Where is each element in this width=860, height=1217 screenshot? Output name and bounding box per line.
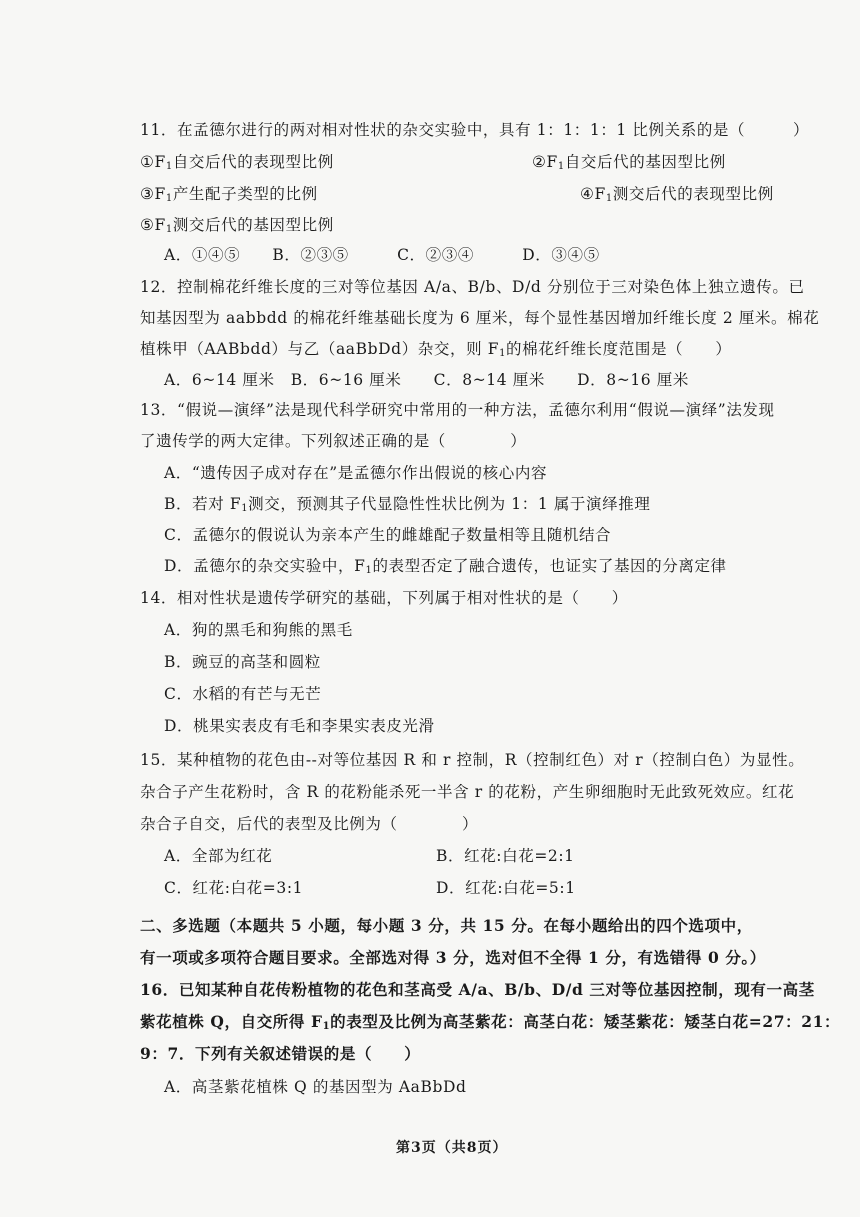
q14-option-d: D．桃果实表皮有毛和李果实表皮光滑 — [164, 717, 435, 735]
q11-item-3: $③F_1$产生配子类型的比例 — [140, 185, 318, 204]
q16-line-3: 9：7．下列有关叙述错误的是（ ） — [140, 1044, 421, 1063]
q13-option-c: C．孟德尔的假说认为亲本产生的雌雄配子数量相等且随机结合 — [164, 526, 612, 544]
section-2-heading: 二、多选题（本题共 5 小题，每小题 3 分，共 15 分。在每小题给出的四个选项中， — [140, 916, 753, 935]
q15-line-2: 杂合子产生花粉时，含 R 的花粉能杀死一半含 r 的花粉，产生卵细胞时无此致死效应。红花 — [140, 783, 795, 801]
q11-item-5: $⑤F_1$测交后代的基因型比例 — [140, 216, 334, 235]
q13-line-2: 了遗传学的两大定律。下列叙述正确的是（ ） — [140, 432, 527, 450]
q14-stem: 14．相对性状是遗传学研究的基础，下列属于相对性状的是（ ） — [140, 589, 628, 607]
q11-stem-text: 11．在孟德尔进行的两对相对性状的杂交实验中，具有 1：1：1：1 比例关系的是（ — [140, 121, 746, 139]
q15-option-a: A．全部为红花 — [164, 847, 273, 865]
q11-options: A．①④⑤ B．②③⑤ C．②③④ D．③④⑤ — [164, 246, 600, 264]
q12-line-2: 知基因型为 aabbdd 的棉花纤维基础长度为 6 厘米，每个显性基因增加纤维长度 2 厘米。棉花 — [140, 309, 820, 327]
q14-option-b: B．豌豆的高茎和圆粒 — [164, 653, 321, 671]
q16-option-a: A．高茎紫花植株 Q 的基因型为 AaBbDd — [164, 1078, 467, 1096]
q13-line-1: 13．“假说—演绎”法是现代科学研究中常用的一种方法，孟德尔利用“假说—演绎”法发现 — [140, 401, 775, 419]
q11-item-1: $①F_1$自交后代的表现型比例 — [140, 153, 334, 172]
q16-line-2: 紫花植株 Q，自交所得 $F_1$的表型及比例为高茎紫花：高茎白花：矮茎紫花：矮茎白花=27：21： — [140, 1012, 841, 1032]
section-2-instructions: 有一项或多项符合题目要求。全部选对得 3 分，选对但不全得 1 分，有选错得 0 分。） — [140, 948, 766, 967]
q12-options: A．6~14 厘米 B．6~16 厘米 C．8~14 厘米 D．8~16 厘米 — [164, 371, 689, 389]
q12-line-1: 12．控制棉花纤维长度的三对等位基因 A/a、B/b、D/d 分别位于三对染色体上独立遗传。已 — [140, 278, 805, 296]
q15-line-3: 杂合子自交，后代的表型及比例为（ ） — [140, 815, 479, 833]
page-footer: 第3页（共8页） — [396, 1140, 508, 1156]
q12-line-3: 植株甲（AABbdd）与乙（aaBbDd）杂交，则 $F_1$的棉花纤维长度范围是（ ） — [140, 340, 732, 359]
q15-line-1: 15．某种植物的花色由--对等位基因 R 和 r 控制，R（控制红色）对 r（控制白色）为显性。 — [140, 751, 805, 769]
q16-line-1: 16．已知某种自花传粉植物的花色和茎高受 A/a、B/b、D/d 三对等位基因控制，现有一高茎 — [140, 980, 815, 999]
q11-stem — [140, 120, 745, 140]
q11-item-2: $②F_1$自交后代的基因型比例 — [532, 153, 726, 172]
q15-option-b: B．红花:白花=2:1 — [436, 847, 575, 865]
q13-option-a: A．“遗传因子成对存在”是孟德尔作出假说的核心内容 — [164, 464, 548, 482]
q15-option-d: D．红花:白花=5:1 — [436, 879, 576, 897]
q14-option-a: A．狗的黑毛和狗熊的黑毛 — [164, 621, 353, 639]
q14-option-c: C．水稻的有芒与无芒 — [164, 685, 322, 703]
q13-option-b: B．若对 $F_1$测交，预测其子代显隐性性状比例为 1：1 属于演绎推理 — [164, 495, 651, 514]
q15-option-c: C．红花:白花=3:1 — [164, 879, 304, 897]
q13-option-d: D．孟德尔的杂交实验中，$F_1$的表型否定了融合遗传，也证实了基因的分离定律 — [164, 557, 727, 576]
q11-item-4: $④F_1$测交后代的表现型比例 — [580, 185, 774, 204]
q11-stem-end: ） — [793, 121, 810, 139]
